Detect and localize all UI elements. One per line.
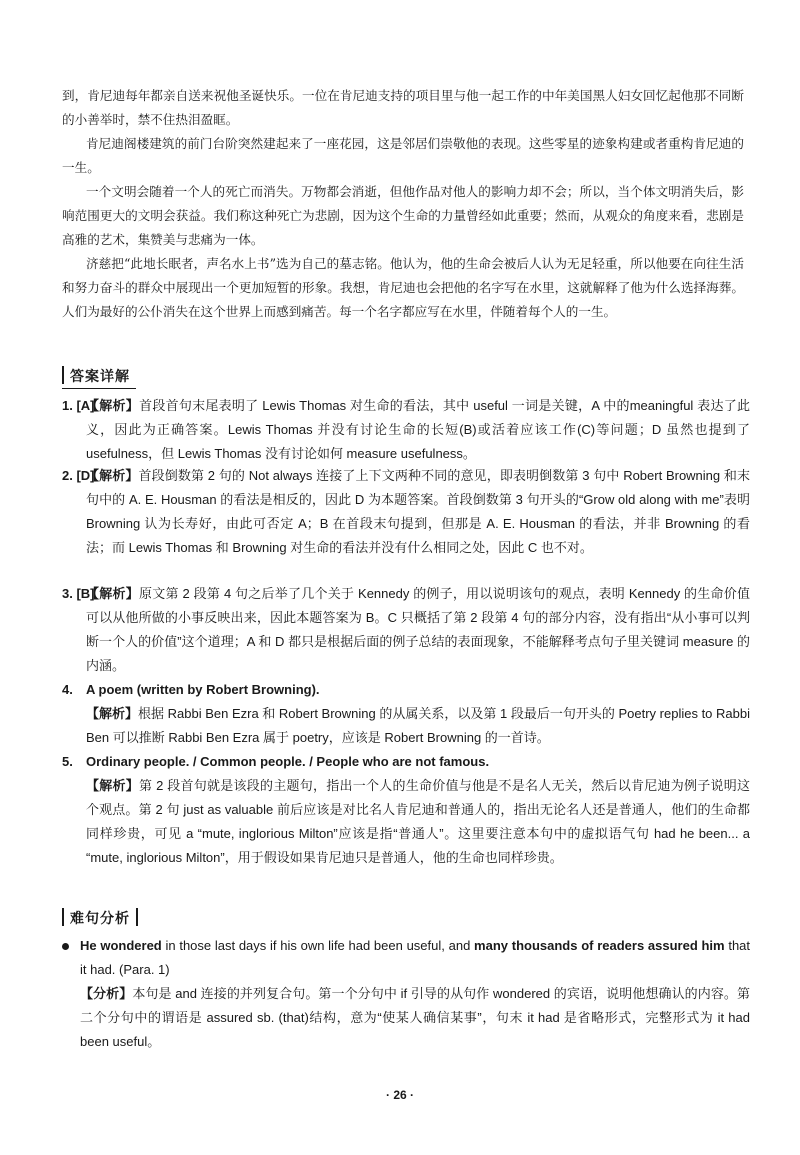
answer-item-2 xyxy=(62,464,750,560)
heading-marker xyxy=(136,908,138,926)
analysis-tag: 【解析】 xyxy=(86,468,139,483)
passage-paragraph-1: 到，肯尼迪每年都亲自送来祝他圣诞快乐。一位在肯尼迪支持的项目里与他一起工作的中年美国黑人妇女回忆起他那不同断的小善举时，禁不住热泪盈眶。 xyxy=(62,88,744,127)
passage-paragraph-4: 济慈把“此地长眠者，声名水上书”选为自己的墓志铭。他认为，他的生命会被后人认为无足轻重，所以他要在向往生活和努力奋斗的群众中展现出一个更加短暂的形象。我想，肯尼迪也会把他的名字写在水里，这就解释了他为什么选择海葬。人们为最好的公仆消失在这个世界上而感到痛苦。每一个名字都应写在水里，伴随着每个人的一生。 xyxy=(62,256,744,319)
answer-explanation: 原文第 2 段第 4 句之后举了几个关于 Kennedy 的例子，用以说明该句的观点，表明 Kennedy 的生命价值可以从他所做的小事反映出来，因此本题答案为 B。C 只概括了第 2 段第 4 句的部分内容，没有指出“从小事可以判断一个人的价值”这个道理；A 和 D 都只是根据后面的例子总结的表面现象，不能解释考点句子里关键词 measure 的内涵。 xyxy=(86,586,750,673)
answer-number: 2. [D] xyxy=(62,468,95,483)
bullet-icon xyxy=(62,943,69,950)
sentence-text: He wondered in those last days if his own life had been useful, and many thousands of readers assured him that it had. (Para. 1) xyxy=(80,938,751,977)
analysis-heading-text: 难句分析 xyxy=(70,911,130,927)
answers-heading-text: 答案详解 xyxy=(70,369,130,385)
answer-item-3 xyxy=(62,582,750,678)
passage-paragraph-3: 一个文明会随着一个人的死亡而消失。万物都会消逝，但他作品对他人的影响力却不会；所以，当个体文明消失后，影响范围更大的文明会获益。我们称这种死亡为悲剧，因为这个生命的力量曾经如此重要；然而，从观众的角度来看，悲剧是高雅的艺术，集赞美与悲痛为一体。 xyxy=(62,184,744,247)
sentence-analysis: 本句是 and 连接的并列复合句。第一个分句中 if 引导的从句作 wondered 的宾语，说明他想确认的内容。第二个分句中的谓语是 assured sb. (that)结构，意为“使某人确信某事”，句末 it had 是省略形式，完整形式为 it had been useful。 xyxy=(80,986,750,1049)
page-number: · 26 · xyxy=(385,1088,414,1102)
answer-explanation: 第 2 段首句就是该段的主题句，指出一个人的生命价值与他是不是名人无关，然后以肯尼迪为例子说明这个观点。第 2 句 just as valuable 前后应该是对比名人肯尼迪和普通人的，指出无论名人还是普通人，他们的生命都同样珍贵，可见 a “mute, inglorious Milton”应该是指“普通人”。这里要注意本句中的虚拟语气句 had he been... a “mute, inglorious Milton”，用于假设如果肯尼迪只是普通人，他的生命也同样珍贵。 xyxy=(86,778,750,865)
answer-number: 1. [A] xyxy=(62,398,95,413)
analysis-tag: 【解析】 xyxy=(86,586,139,601)
answer-number: 3. [B] xyxy=(62,586,95,601)
answer-explanation: 首段首句末尾表明了 Lewis Thomas 对生命的看法，其中 useful 一词是关键，A 中的meaningful 表达了此义，因此为正确答案。Lewis Thomas 并没有讨论生命的长短(B)或活着应该工作(C)等问题；D 虽然也提到了 usefulness，但 Lewis Thomas 没有讨论如何 measure usefulness。 xyxy=(86,398,750,461)
answer-number: 4. xyxy=(62,682,73,697)
answer-explanation: 首段倒数第 2 句的 Not always 连接了上下文两种不同的意见，即表明倒数第 3 句中 Robert Browning 和末句中的 A. E. Housman 的看法是相反的，因此 D 为本题答案。首段倒数第 3 句开头的“Grow old along with me”表明 Browning 认为长寿好，由此可否定 A；B 在首段末句提到，但那是 A. E. Housman 的看法，并非 Browning 的看法；而 Lewis Thomas 和 Browning 对生命的看法并没有什么相同之处，因此 C 也不对。 xyxy=(86,468,750,555)
heading-marker xyxy=(62,366,64,384)
analysis-tag: 【分析】 xyxy=(80,986,133,1001)
answer-text: Ordinary people. / Common people. / People who are not famous. xyxy=(86,754,490,769)
answer-item-5 xyxy=(62,750,750,870)
difficult-sentence xyxy=(62,934,750,1054)
answer-item-1 xyxy=(62,394,750,466)
analysis-heading xyxy=(62,908,144,928)
analysis-tag: 【解析】 xyxy=(86,398,140,413)
analysis-tag: 【解析】 xyxy=(86,778,140,793)
answer-item-4 xyxy=(62,678,750,750)
answer-number: 5. xyxy=(62,754,73,769)
answer-text: A poem (written by Robert Browning). xyxy=(86,682,320,697)
answers-heading xyxy=(62,366,130,386)
heading-marker xyxy=(62,908,64,926)
passage-paragraph-2: 肯尼迪阁楼建筑的前门台阶突然建起来了一座花园，这是邻居们崇敬他的表现。这些零星的迹象构建或者重构肯尼迪的一生。 xyxy=(62,136,744,175)
analysis-tag: 【解析】 xyxy=(86,706,139,721)
answer-explanation: 根据 Rabbi Ben Ezra 和 Robert Browning 的从属关系，以及第 1 段最后一句开头的 Poetry replies to Rabbi Ben 可以推断 Rabbi Ben Ezra 属于 poetry，应该是 Robert Browning 的一首诗。 xyxy=(86,706,750,745)
